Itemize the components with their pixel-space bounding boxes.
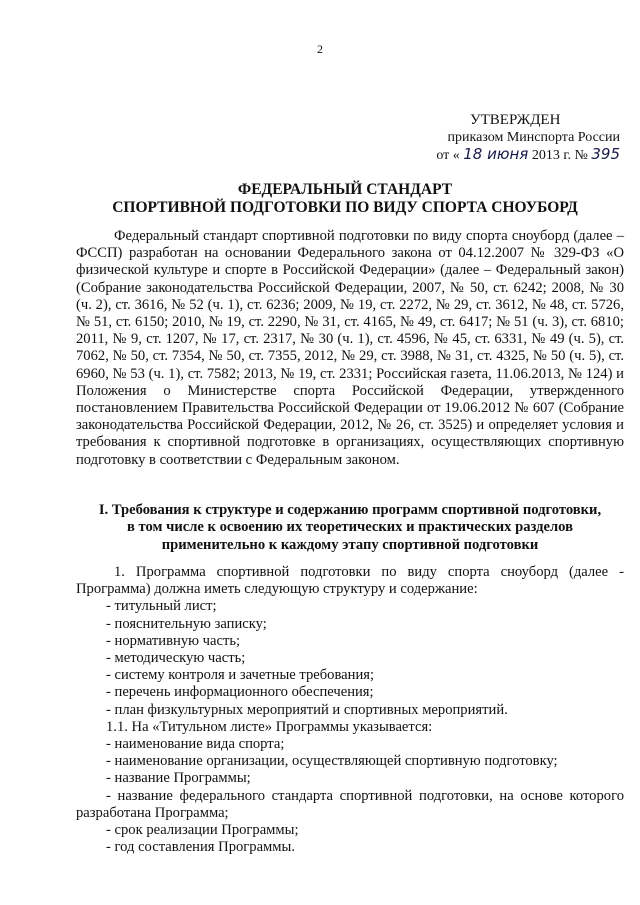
requirements-block: [76, 564, 624, 856]
list-item: - план физкультурных мероприятий и спортивных мероприятий.: [106, 701, 508, 718]
approval-date-line: [400, 146, 620, 164]
list-item: - нормативную часть;: [106, 632, 241, 649]
handwritten-number: 395: [591, 145, 620, 163]
section-heading: [70, 502, 630, 554]
clause-1-1: 1.1. На «Титульном листе» Программы указывается:: [106, 718, 433, 735]
list-item: - перечень информационного обеспечения;: [106, 684, 374, 701]
list-item: - методическую часть;: [106, 650, 246, 667]
approval-title: УТВЕРЖДЕН: [470, 112, 561, 128]
intro-block: [76, 228, 624, 469]
date-suffix: 2013 г. №: [531, 148, 588, 163]
title-page-long-item: - название федерального стандарта спортивной подготовки, на основе которого разработана Программа;: [76, 787, 624, 821]
list-item: - название Программы;: [106, 770, 251, 787]
list-item: - пояснительную записку;: [106, 615, 267, 632]
list-item: - наименование организации, осуществляющей спортивную подготовку;: [106, 753, 558, 770]
list-item: - срок реализации Программы;: [106, 822, 299, 839]
list-item: - год составления Программы.: [106, 839, 295, 856]
list-item: - систему контроля и зачетные требования;: [106, 667, 375, 684]
title-page-tail-list: [76, 822, 624, 856]
page-number: 2: [317, 42, 323, 56]
title-line-1: ФЕДЕРАЛЬНЫЙ СТАНДАРТ: [237, 181, 453, 198]
section-line-2: в том числе к освоению их теоретических и практических разделов: [126, 519, 573, 536]
section-line-3: применительно к каждому этапу спортивной подготовки: [161, 536, 539, 553]
title-line-2: СПОРТИВНОЙ ПОДГОТОВКИ ПО ВИДУ СПОРТА СНОУБОРД: [112, 199, 578, 216]
handwritten-date: 18 июня: [463, 145, 529, 163]
clause-1: 1. Программа спортивной подготовки по виду спорта сноуборд (далее - Программа) должна иметь следующую структуру и содержание:: [76, 564, 624, 598]
list-item: - титульный лист;: [106, 598, 217, 615]
intro-paragraph: Федеральный стандарт спортивной подготовки по виду спорта сноуборд (далее – ФССП) разработан на основании Федерального закона от 04.12.2007 № 329-ФЗ «О физической культуре и спорте в Российской Федерации» (далее – Федеральный закон) (Собрание законодательства Российской Федерации, 2007, № 50, ст. 6242; 2008, № 30 (ч. 2), ст. 3616, № 52 (ч. 1), ст. 6236; 2009, № 19, ст. 2272, № 29, ст. 3612, № 48, ст. 5726, № 51, ст. 6150; 2010, № 19, ст. 2290, № 31, ст. 4165, № 49, ст. 6417; № 51 (ч. 3), ст. 6810; 2011, № 9, ст. 1207, № 17, ст. 2317, № 30 (ч. 1), ст. 4596, № 45, ст. 6331, № 49 (ч. 5), ст. 7062, № 50, ст. 7354, № 50, ст. 7355, 2012, № 29, ст. 3988, № 31, ст. 4325, № 50 (ч. 5), ст. 6960, № 53 (ч. 1), ст. 7582; 2013, № 19, ст. 2331; Российская газета, 11.06.2013, № 124) и Положения о Министерстве спорта Российской Федерации, утвержденного постановлением Правительства Российской Федерации от 19.06.2012 № 607 (Собрание законодательства Российской Федерации, 2012, № 26, ст. 3525) и определяет условия и требования к спортивной подготовке в организациях, осуществляющих спортивную подготовку в соответствии с Федеральным законом.: [76, 228, 624, 468]
date-prefix: от «: [436, 148, 460, 163]
list-item: - наименование вида спорта;: [106, 736, 285, 753]
section-line-1: I. Требования к структуре и содержанию программ спортивной подготовки,: [98, 502, 602, 518]
document-title: [60, 181, 630, 217]
approval-order-line: приказом Минспорта России: [447, 130, 620, 145]
approval-block: [400, 112, 620, 164]
structure-list: [76, 598, 624, 718]
title-page-list: [76, 736, 624, 788]
